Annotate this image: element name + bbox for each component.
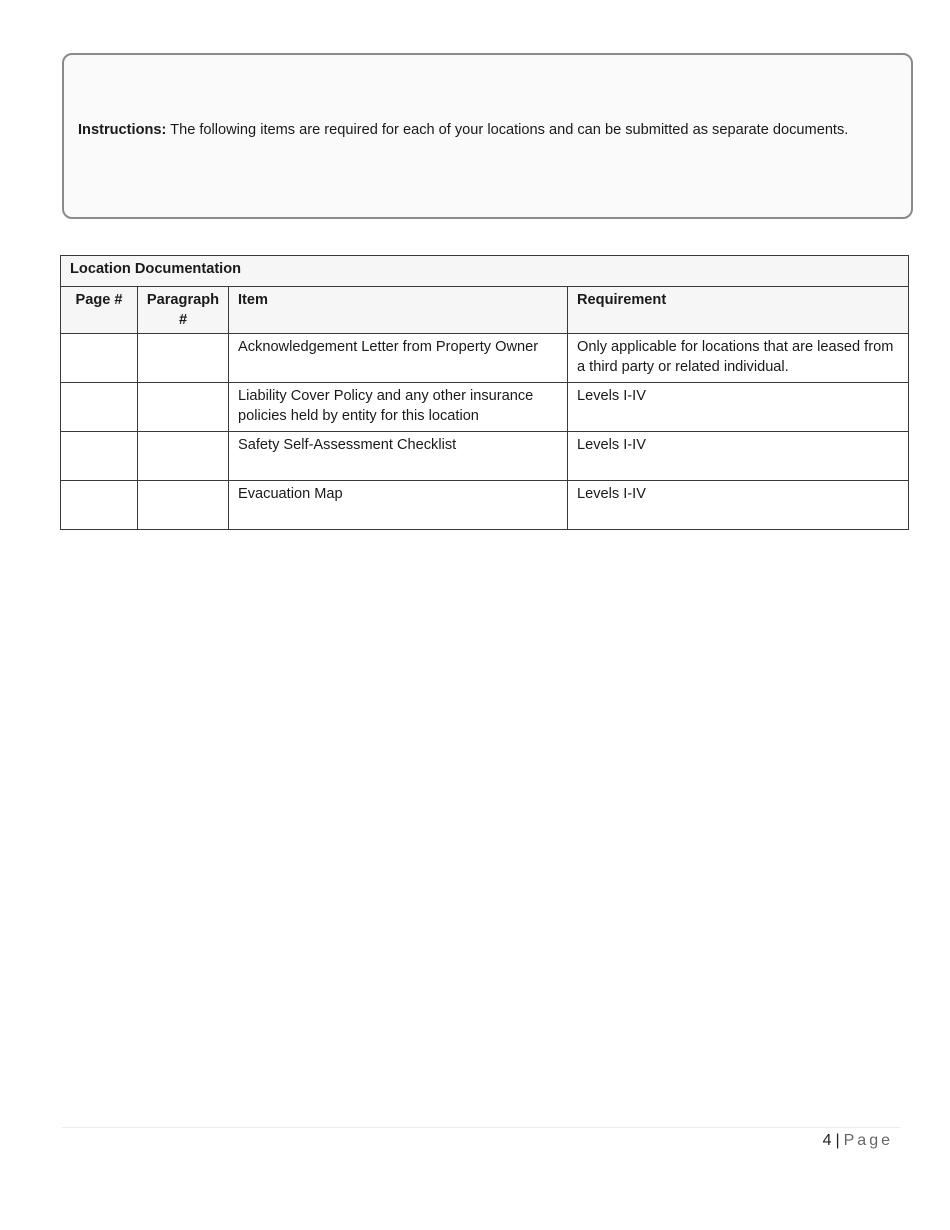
cell-paragraph[interactable]: [138, 334, 229, 383]
instructions-text: [78, 120, 848, 140]
cell-paragraph[interactable]: [138, 481, 229, 530]
cell-requirement: Levels I-IV: [568, 383, 909, 432]
location-documentation-table: [60, 255, 909, 530]
cell-item: Safety Self-Assessment Checklist: [229, 432, 568, 481]
instructions-label: Instructions:: [78, 122, 167, 138]
page-number: [823, 1130, 893, 1152]
page-number-separator: |: [835, 1132, 840, 1149]
table-title-row: [61, 256, 909, 287]
cell-item: Evacuation Map: [229, 481, 568, 530]
header-item: Item: [229, 287, 568, 334]
table-row: [61, 383, 909, 432]
cell-paragraph[interactable]: [138, 383, 229, 432]
footer-divider: [62, 1127, 900, 1128]
cell-page[interactable]: [61, 334, 138, 383]
table-row: [61, 432, 909, 481]
page-number-value: 4: [822, 1132, 832, 1149]
table-row: [61, 334, 909, 383]
header-paragraph: Paragraph #: [138, 287, 229, 334]
instructions-body: The following items are required for each of your locations and can be submitted as separate documents.: [166, 122, 849, 138]
cell-page[interactable]: [61, 481, 138, 530]
header-page: Page #: [61, 287, 138, 334]
page-word: Page: [843, 1132, 893, 1149]
cell-requirement: Levels I-IV: [568, 432, 909, 481]
cell-item: Acknowledgement Letter from Property Owner: [229, 334, 568, 383]
cell-page[interactable]: [61, 432, 138, 481]
cell-requirement: Only applicable for locations that are leased from a third party or related individual.: [568, 334, 909, 383]
header-requirement: Requirement: [568, 287, 909, 334]
table-row: [61, 481, 909, 530]
cell-page[interactable]: [61, 383, 138, 432]
instructions-box: [62, 53, 913, 219]
table-title: Location Documentation: [61, 256, 909, 287]
cell-item: Liability Cover Policy and any other insurance policies held by entity for this location: [229, 383, 568, 432]
cell-paragraph[interactable]: [138, 432, 229, 481]
table-header-row: [61, 287, 909, 334]
cell-requirement: Levels I-IV: [568, 481, 909, 530]
